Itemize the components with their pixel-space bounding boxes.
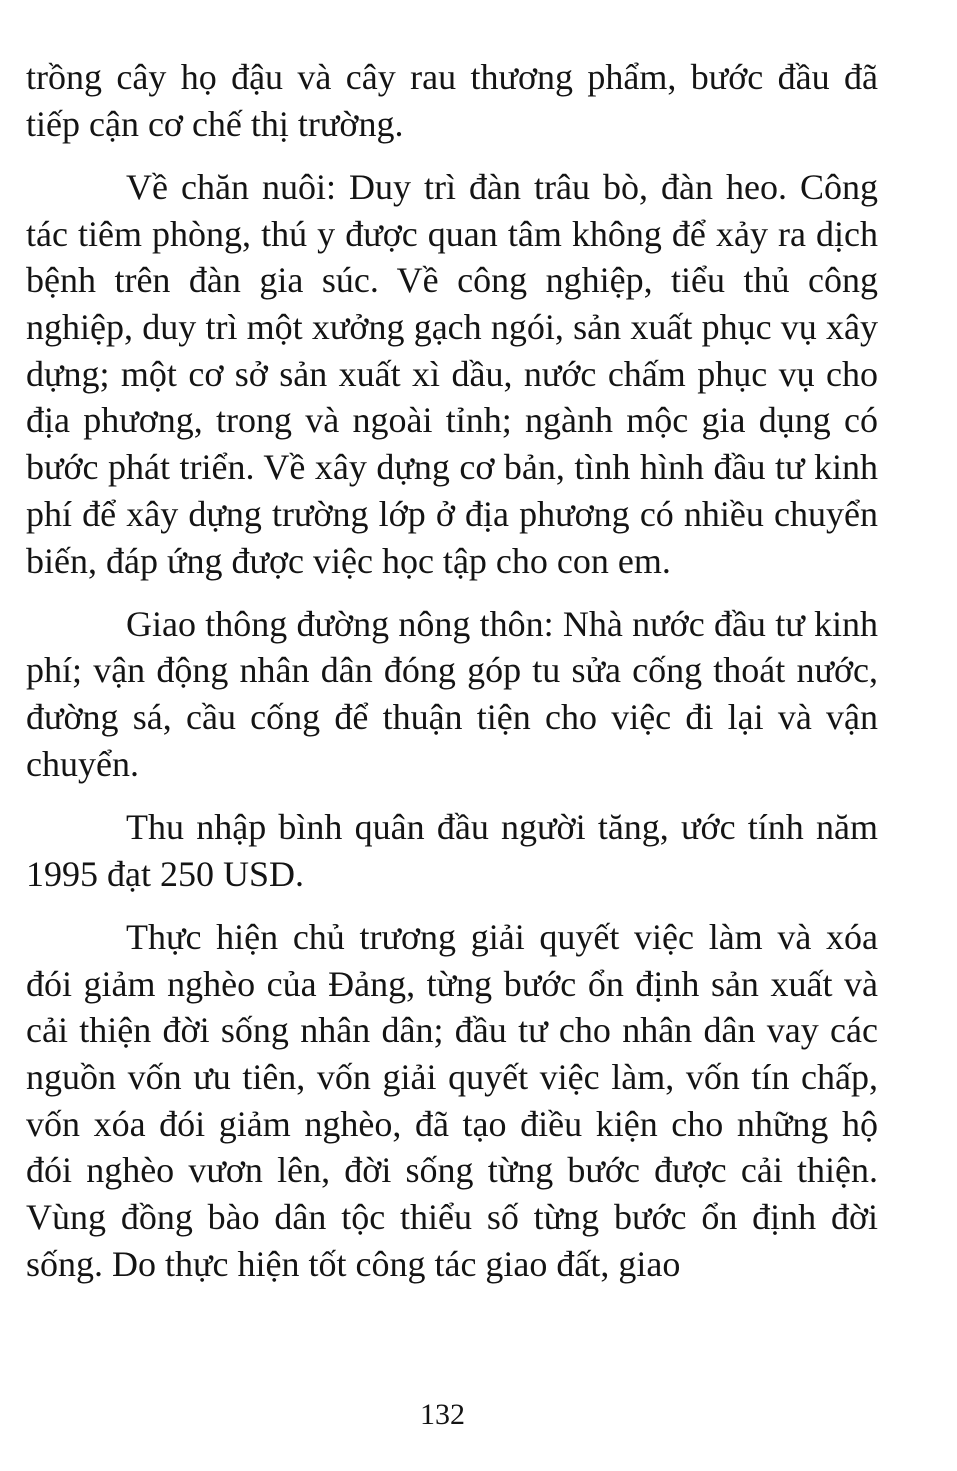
page-number: 132 [420,1398,465,1431]
paragraph-rural-transport: Giao thông đường nông thôn: Nhà nước đầu tư kinh phí; vận động nhân dân đóng góp tu sửa cống thoát nước, đường sá, cầu cống để thuận tiện cho việc đi lại và vận chuyển. [26,603,878,784]
body-text [26,54,878,1304]
paragraph-continuation: trồng cây họ đậu và cây rau thương phẩm, bước đầu đã tiếp cận cơ chế thị trường. [26,57,878,144]
paragraph-livestock-industry: Về chăn nuôi: Duy trì đàn trâu bò, đàn heo. Công tác tiêm phòng, thú y được quan tâm không để xảy ra dịch bệnh trên đàn gia súc. Về công nghiệp, tiểu thủ công nghiệp, duy trì một xưởng gạch ngói, sản xuất phục vụ xây dựng; một cơ sở sản xuất xì dầu, nước chấm phục vụ cho địa phương, trong và ngoài tỉnh; ngành mộc gia dụng có bước phát triển. Về xây dựng cơ bản, tình hình đầu tư kinh phí để xây dựng trường lớp ở địa phương có nhiều chuyển biến, đáp ứng được việc học tập cho con em. [26,166,878,581]
paragraph-income: Thu nhập bình quân đầu người tăng, ước tính năm 1995 đạt 250 USD. [26,807,878,894]
paragraph-poverty-reduction: Thực hiện chủ trương giải quyết việc làm và xóa đói giảm nghèo của Đảng, từng bước ổn định sản xuất và cải thiện đời sống nhân dân; đầu tư cho nhân dân vay các nguồn vốn ưu tiên, vốn giải quyết việc làm, vốn tín chấp, vốn xóa đói giảm nghèo, đã tạo điều kiện cho những hộ đói nghèo vươn lên, đời sống từng bước được cải thiện. Vùng đồng bào dân tộc thiểu số từng bước ổn định đời sống. Do thực hiện tốt công tác giao đất, giao [26,916,878,1284]
